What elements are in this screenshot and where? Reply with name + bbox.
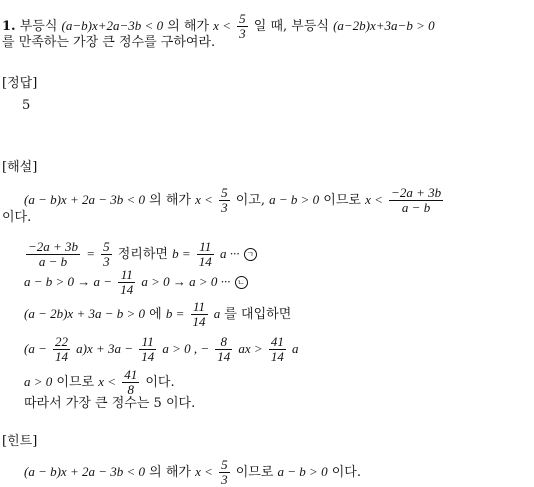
problem-line-2: 를 만족하는 가장 큰 정수를 구하여라. (2, 35, 216, 50)
fraction (122, 368, 139, 397)
circled-label-2: ㄴ (235, 276, 248, 289)
fraction-numerator: 11 (139, 335, 156, 350)
fraction (101, 240, 112, 269)
fraction-denominator: a − b (401, 200, 431, 215)
answer-heading: [정답] (2, 76, 38, 91)
fraction (389, 186, 443, 215)
fraction-numerator: 5 (239, 11, 246, 26)
math-expression: x < (365, 192, 383, 207)
math-inequality: (a−b)x+2a−3b < 0 (61, 18, 164, 33)
fraction-denominator: 14 (217, 349, 231, 364)
fraction-denominator: 14 (198, 254, 212, 269)
solution-line-4 (24, 268, 248, 297)
problem-text: 부등식 (19, 19, 58, 34)
fraction (237, 12, 248, 41)
fraction (197, 240, 214, 269)
math-expression: a > 0 → a > 0 ··· (141, 274, 231, 289)
math-inequality: (a − b)x + 2a − 3b < 0 (24, 192, 146, 207)
math-expression: b = (165, 306, 185, 321)
fraction-denominator: 14 (192, 314, 206, 329)
fraction-denominator: 8 (127, 382, 134, 397)
fraction-numerator: 22 (55, 334, 68, 349)
circled-label-1: ㄱ (244, 248, 257, 261)
hint-line (24, 458, 361, 487)
fraction-denominator: a − b (38, 254, 68, 269)
solution-text: 이므로 (323, 193, 361, 208)
solution-text: 이다. (145, 375, 175, 390)
hint-text: 이므로 (235, 465, 274, 480)
fraction-numerator: 5 (221, 185, 228, 200)
fraction-denominator: 3 (239, 26, 246, 41)
math-inequality: (a − b)x + 2a − 3b < 0 (24, 464, 146, 479)
fraction (139, 335, 156, 364)
fraction-denominator: 14 (141, 349, 155, 364)
solution-line-6 (24, 335, 298, 364)
math-inequality: a − b > 0 (277, 464, 328, 479)
fraction-denominator: 14 (270, 349, 284, 364)
fraction (219, 186, 230, 215)
solution-line-3 (24, 240, 257, 269)
solution-text: 에 (149, 307, 162, 322)
math-expression: a > 0 , − (162, 341, 210, 356)
problem-text: 의 해가 (167, 19, 210, 34)
fraction-denominator: 14 (55, 349, 68, 364)
hint-text: 이다. (331, 465, 361, 480)
fraction-numerator: 8 (215, 335, 232, 350)
math-inequality: a − b > 0 (269, 192, 320, 207)
math-expression: ax > (238, 341, 263, 356)
equals-sign: = (86, 246, 95, 261)
problem-number: 1. (2, 19, 16, 34)
problem-text: 일 때, 부등식 (253, 19, 329, 34)
fraction (191, 300, 208, 329)
math-expression: a)x + 3a − (76, 341, 134, 356)
math-expression: x < (195, 464, 213, 479)
hint-text: 의 해가 (149, 465, 191, 480)
solution-text: 정리하면 (117, 247, 168, 262)
fraction-denominator: 3 (221, 472, 228, 487)
solution-text: 이고, (235, 193, 265, 208)
fraction-numerator: 11 (191, 300, 208, 315)
math-expression: x < (213, 18, 231, 33)
solution-line-7 (24, 368, 175, 397)
hint-heading: [힌트] (2, 434, 38, 449)
math-expression: a ··· (219, 246, 240, 261)
fraction (269, 335, 286, 364)
fraction-numerator: 5 (221, 457, 228, 472)
fraction-denominator: 14 (120, 282, 134, 297)
fraction-numerator: 11 (118, 268, 135, 283)
fraction-numerator: 41 (124, 367, 138, 382)
answer-value: 5 (22, 98, 31, 113)
fraction (219, 458, 230, 487)
math-expression: a (291, 341, 299, 356)
solution-line-8: 따라서 가장 큰 정수는 5 이다. (24, 396, 196, 411)
math-expression: x < (195, 192, 213, 207)
solution-line-5 (24, 300, 291, 329)
math-expression: x < (98, 374, 117, 389)
math-inequality: (a−2b)x+3a−b > 0 (333, 18, 435, 33)
math-inequality: a > 0 (24, 374, 53, 389)
math-expression: a (213, 306, 221, 321)
math-inequality: (a − 2b)x + 3a − b > 0 (24, 306, 146, 321)
fraction-numerator: 11 (197, 240, 214, 255)
fraction (118, 268, 135, 297)
fraction-denominator: 3 (221, 200, 228, 215)
fraction-numerator: −2a + 3b (28, 239, 79, 254)
fraction-numerator: 5 (103, 239, 110, 254)
solution-text: 를 대입하면 (224, 307, 292, 322)
solution-text: 의 해가 (149, 193, 191, 208)
fraction (26, 240, 80, 269)
solution-line-2: 이다. (2, 210, 32, 225)
fraction (215, 335, 232, 364)
fraction (53, 335, 70, 364)
math-expression: a − b > 0 → a − (24, 274, 113, 289)
solution-heading: [해설] (2, 160, 38, 175)
solution-line-1 (24, 186, 445, 215)
fraction-numerator: 41 (270, 334, 284, 349)
fraction-numerator: −2a + 3b (391, 185, 442, 200)
math-expression: (a − (24, 341, 47, 356)
solution-text: 이므로 (56, 375, 95, 390)
fraction-denominator: 3 (103, 254, 110, 269)
math-expression: b = (172, 246, 191, 261)
